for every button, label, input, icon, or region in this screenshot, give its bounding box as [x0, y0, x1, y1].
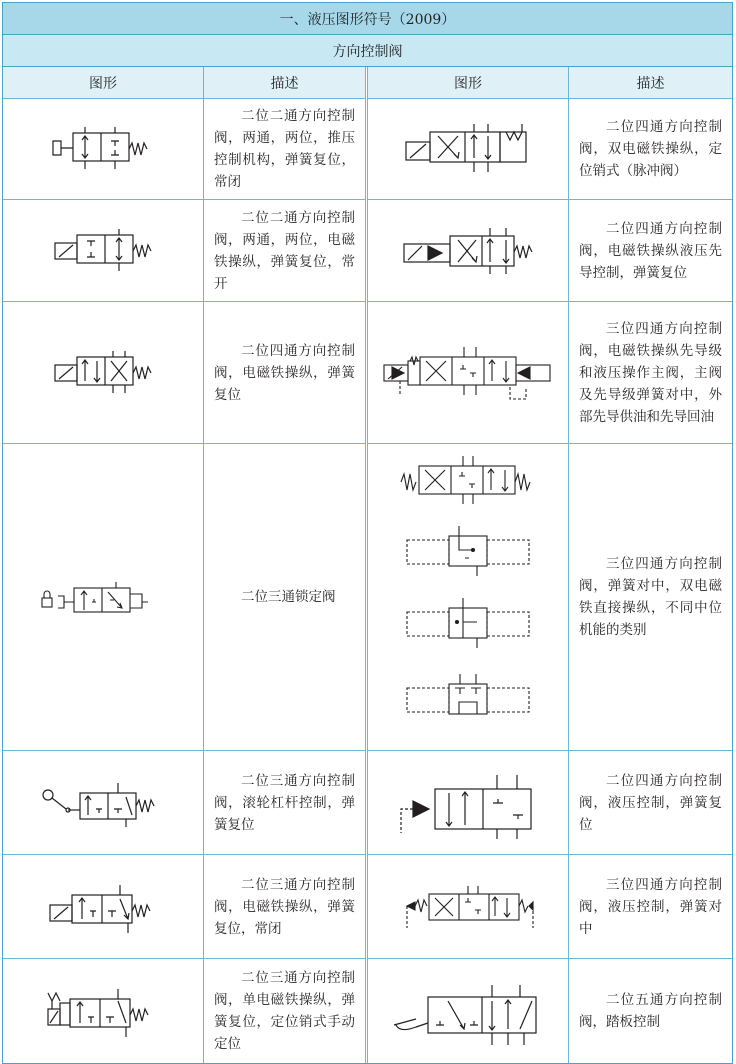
valve-24-pilot-icon	[368, 200, 569, 301]
row-description: 二位三通锁定阀	[241, 589, 336, 605]
header-figure: 图形	[3, 67, 204, 98]
table-row	[368, 99, 732, 200]
right-header-row	[368, 67, 732, 99]
row-description: 二位五通方向控制阀，踏板控制	[579, 992, 722, 1030]
valve-22-push-icon	[3, 99, 204, 199]
table-row	[368, 444, 732, 751]
valve-23-roller-icon	[3, 751, 204, 854]
row-description: 二位二通方向控制阀，两通，两位，电磁铁操纵，弹簧复位，常开	[214, 209, 355, 292]
valve-25-pedal-icon	[368, 959, 569, 1063]
table-row	[368, 751, 732, 855]
row-description: 二位二通方向控制阀，两通，两位，推压控制机构，弹簧复位，常闭	[214, 108, 355, 190]
valve-23-lock-icon	[3, 444, 204, 750]
valve-34-pilot-main-icon	[368, 302, 569, 443]
valve-22-solenoid-icon	[3, 200, 204, 301]
row-description: 二位四通方向控制阀，双电磁铁操纵，定位销式（脉冲阀）	[579, 119, 722, 179]
row-description: 二位四通方向控制阀，液压控制，弹簧复位	[579, 772, 722, 833]
row-description: 三位四通方向控制阀，液压控制，弹簧对中	[579, 876, 722, 937]
table-row	[3, 751, 365, 855]
symbol-table	[2, 2, 733, 1064]
section-title: 方向控制阀	[2, 34, 733, 66]
table-row	[3, 959, 365, 1063]
valve-23-solenoid-icon	[3, 855, 204, 958]
valve-34-hydraulic-icon	[368, 855, 569, 958]
header-description: 描述	[270, 75, 299, 92]
left-column	[3, 67, 368, 1063]
table-row	[368, 302, 732, 444]
valve-24-hydraulic-icon	[368, 751, 569, 854]
table-row	[368, 959, 732, 1063]
row-description: 二位四通方向控制阀，电磁铁操纵液压先导控制，弹簧复位	[579, 220, 722, 281]
table-row	[3, 200, 365, 302]
header-figure: 图形	[368, 67, 569, 98]
table-body	[2, 66, 733, 1064]
right-column	[368, 67, 732, 1063]
left-header-row	[3, 67, 365, 99]
row-description: 三位四通方向控制阀，弹簧对中，双电磁铁直接操纵，不同中位机能的类别	[579, 556, 722, 638]
table-row	[368, 855, 732, 959]
row-description: 二位三通方向控制阀，单电磁铁操纵，弹簧复位，定位销式手动定位	[214, 970, 355, 1052]
table-row	[3, 302, 365, 444]
row-description: 二位三通方向控制阀，滚轮杠杆控制，弹簧复位	[214, 772, 355, 833]
valve-34-variants-icon	[368, 444, 569, 750]
table-title: 一、液压图形符号（2009）	[2, 2, 733, 34]
table-row	[3, 855, 365, 959]
header-description: 描述	[636, 75, 665, 92]
table-row	[3, 99, 365, 200]
table-row	[3, 444, 365, 751]
row-description: 二位四通方向控制阀，电磁铁操纵，弹簧复位	[214, 342, 355, 403]
row-description: 二位三通方向控制阀，电磁铁操纵，弹簧复位，常闭	[214, 876, 355, 937]
valve-24-double-solenoid-icon	[368, 99, 569, 199]
valve-24-solenoid-icon	[3, 302, 204, 443]
table-row	[368, 200, 732, 302]
row-description: 三位四通方向控制阀，电磁铁操纵先导级和液压操作主阀，主阀及先导级弹簧对中，外部先导供油和先导回油	[579, 320, 722, 425]
valve-23-detent-icon	[3, 959, 204, 1063]
